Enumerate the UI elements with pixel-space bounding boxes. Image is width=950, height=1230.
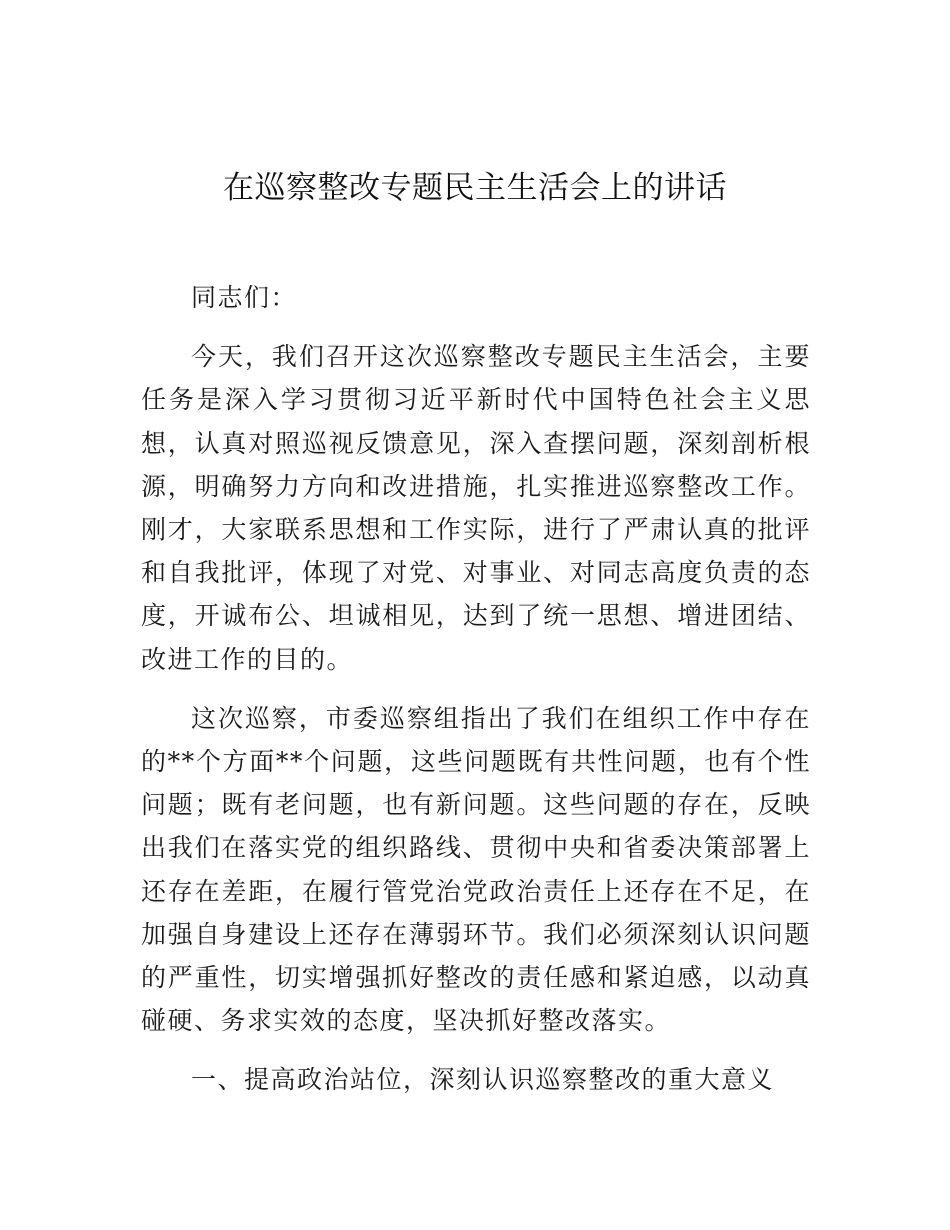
document-body — [141, 276, 811, 1118]
paragraph-opening: 今天，我们召开这次巡察整改专题民主生活会，主要任务是深入学习贯彻习近平新时代中国特色社会主义思想，认真对照巡视反馈意见，深入查摆问题，深刻剖析根源，明确努力方向和改进措施，扎实推进巡察整改工作。刚才，大家联系思想和工作实际，进行了严肃认真的批评和自我批评，体现了对党、对事业、对同志高度负责的态度，开诚布公、坦诚相见，达到了统一思想、增进团结、改进工作的目的。 — [141, 342, 811, 674]
document-title: 在巡察整改专题民主生活会上的讲话 — [223, 170, 727, 206]
paragraph-inspection-findings: 这次巡察，市委巡察组指出了我们在组织工作中存在的**个方面**个问题，这些问题既有共性问题，也有个性问题；既有老问题，也有新问题。这些问题的存在，反映出我们在落实党的组织路线、贯彻中央和省委决策部署上还存在差距，在履行管党治党政治责任上还存在不足，在加强自身建设上还存在薄弱环节。我们必须深刻认识问题的严重性，切实增强抓好整改的责任感和紧迫感，以动真碰硬、务求实效的态度，坚决抓好整改落实。 — [141, 703, 811, 1036]
salutation: 同志们： — [191, 283, 298, 312]
section-heading: 一、提高政治站位，深刻认识巡察整改的重大意义 — [191, 1065, 775, 1095]
